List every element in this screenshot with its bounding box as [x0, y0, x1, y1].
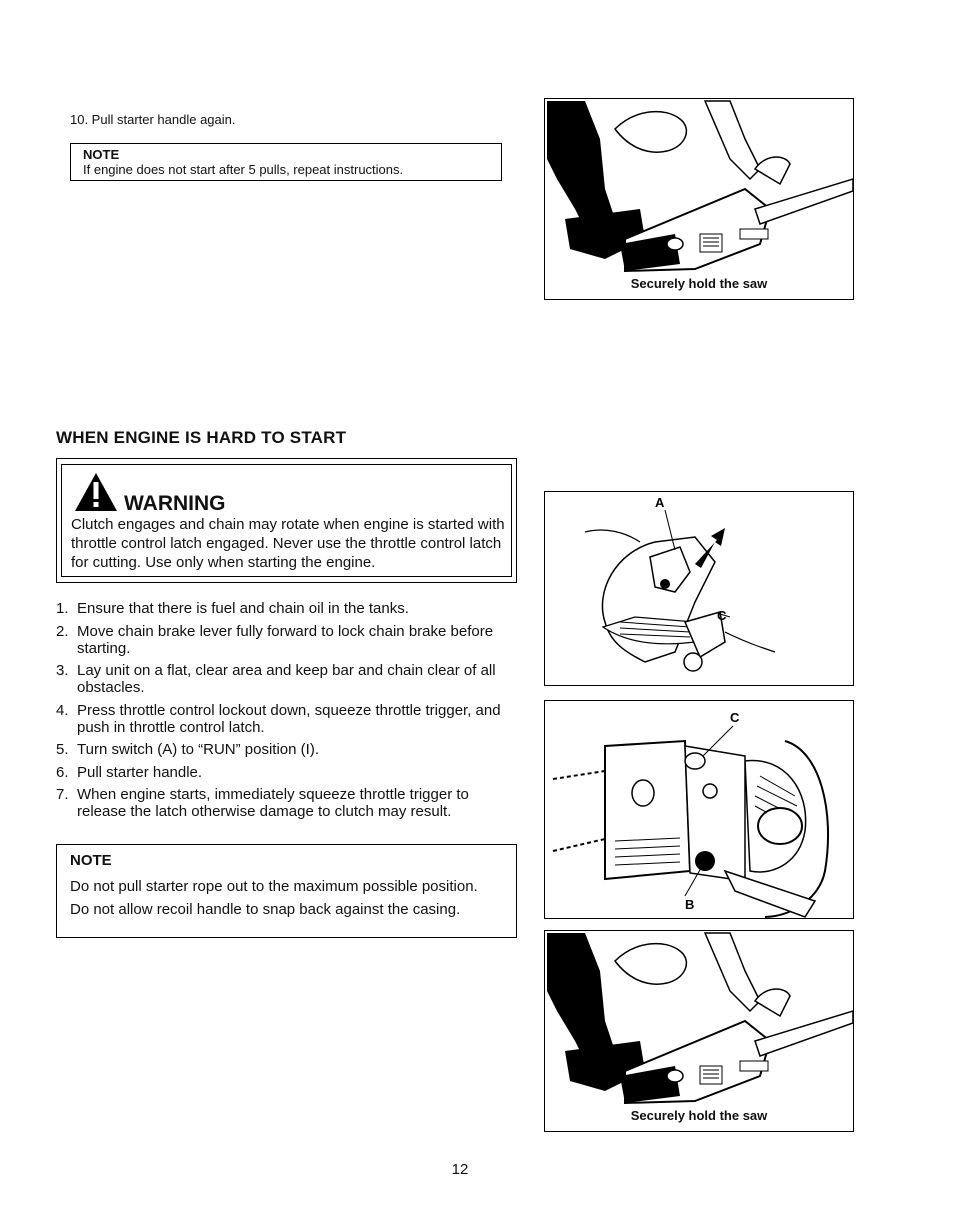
page-number: 12 — [451, 1161, 469, 1178]
figure-caption: Securely hold the saw — [630, 1108, 768, 1123]
list-item: 3. Lay unit on a flat, clear area and keep bar and chain clear of all obstacles. — [56, 662, 496, 696]
start-steps-list — [56, 600, 522, 826]
saw-hands-illustration — [545, 99, 854, 300]
note-line-1: Do not pull starter rope out to the maximum possible position. — [70, 878, 478, 895]
figure-hold-saw-bottom — [544, 930, 854, 1132]
list-item: 1. Ensure that there is fuel and chain oil in the tanks. — [56, 600, 409, 617]
label-c: C — [717, 608, 727, 623]
label-c: C — [730, 710, 740, 725]
warning-box — [56, 458, 517, 583]
figure-hold-saw-top — [544, 98, 854, 300]
warning-body: Clutch engages and chain may rotate when engine is started with throttle control latch engaged. Never use the throttle control latch for cutting. Use only when starting the engine. — [71, 516, 505, 571]
saw-hands-illustration — [545, 931, 854, 1132]
figure-caption: Securely hold the saw — [630, 276, 768, 291]
list-item: 5. Turn switch (A) to “RUN” position (I). — [56, 741, 319, 758]
note-box-top — [70, 143, 502, 181]
note-title: NOTE — [70, 852, 112, 869]
warning-triangle-icon — [74, 472, 118, 512]
note-box-bottom — [56, 844, 517, 938]
engine-side-illustration — [545, 701, 854, 919]
step-10-text: 10. Pull starter handle again. — [70, 112, 236, 127]
list-item: 6. Pull starter handle. — [56, 763, 203, 781]
label-b: B — [685, 897, 695, 912]
note-line-2: Do not allow recoil handle to snap back against the casing. — [70, 901, 461, 918]
label-a: A — [655, 495, 665, 510]
figure-switch-latch — [544, 491, 854, 686]
list-item: 4. Press throttle control lockout down, squeeze throttle trigger, and push in throttle control latch. — [56, 701, 501, 736]
note-body: If engine does not start after 5 pulls, repeat instructions. — [83, 162, 404, 177]
warning-title: WARNING — [124, 492, 226, 515]
figure-choke-primer — [544, 700, 854, 919]
list-item: 2. Move chain brake lever fully forward to lock chain brake before starting. — [56, 622, 494, 657]
section-heading: WHEN ENGINE IS HARD TO START — [56, 428, 347, 447]
warning-inner-border — [61, 464, 512, 577]
note-title: NOTE — [83, 147, 120, 162]
list-item: 7. When engine starts, immediately squeeze throttle trigger to release the latch otherwise damage to clutch may result. — [56, 786, 469, 820]
throttle-switch-illustration — [545, 492, 854, 686]
